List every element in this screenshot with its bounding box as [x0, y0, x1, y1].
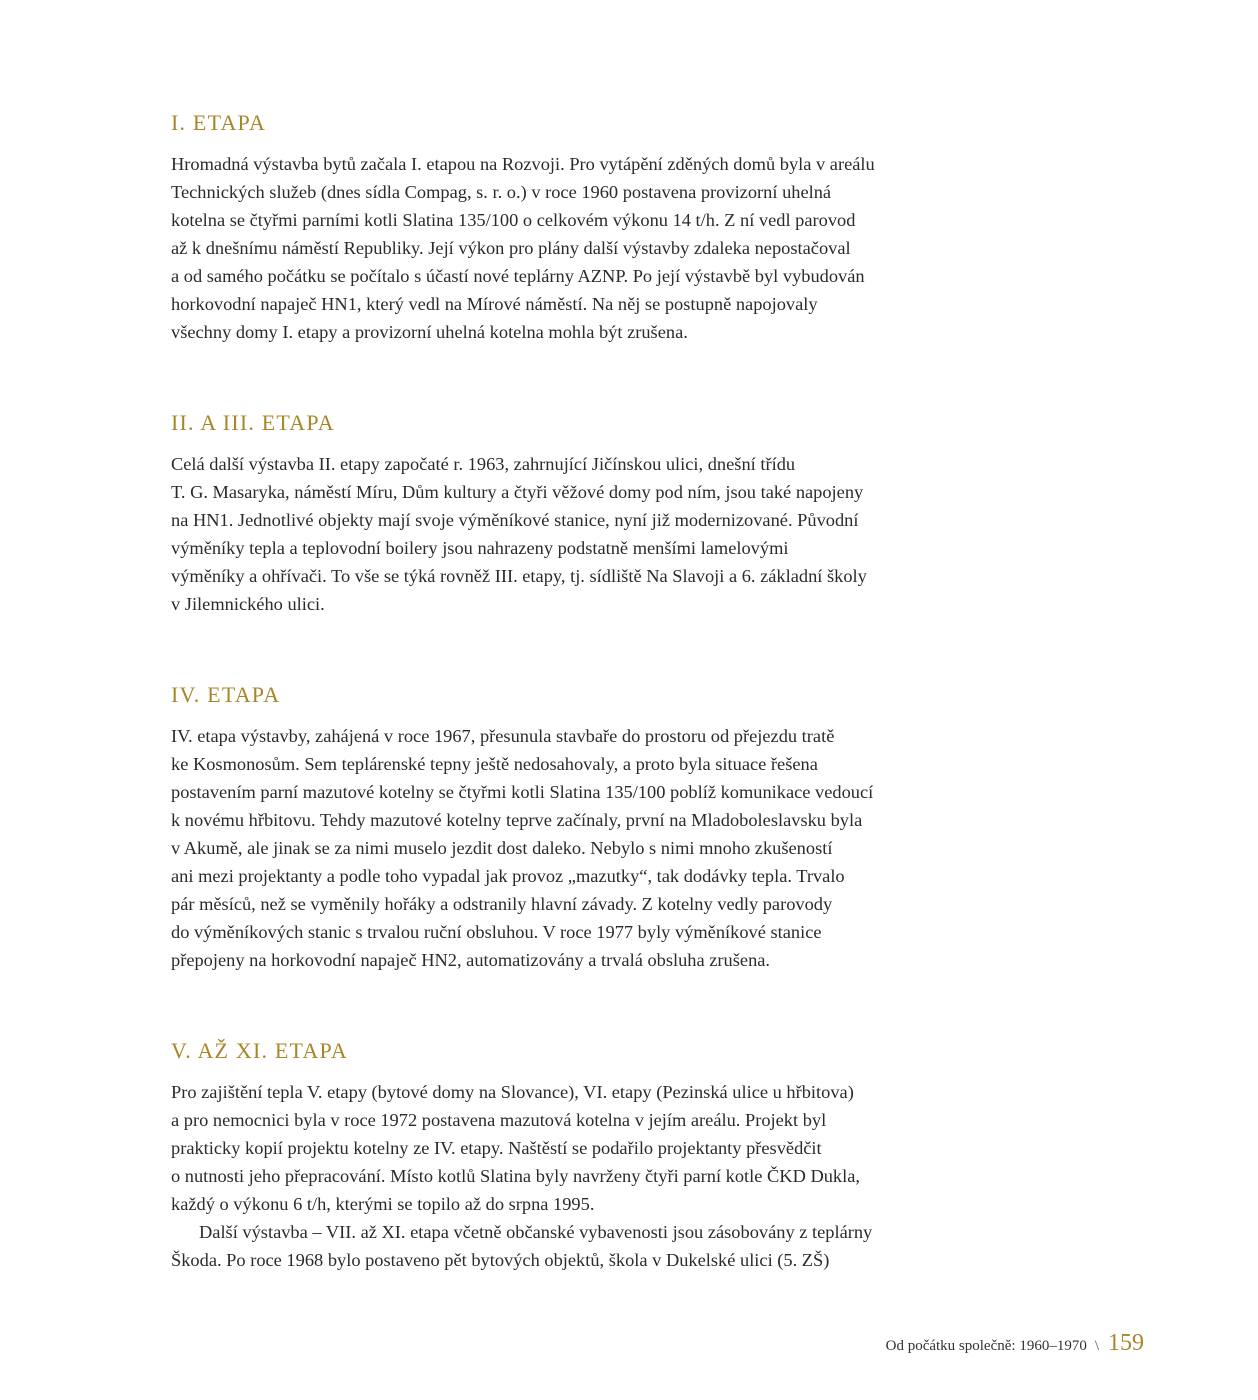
- text-line: v Akumě, ale jinak se za nimi muselo jezdit dost daleko. Nebylo s nimi mnoho zkušeností: [171, 838, 833, 858]
- text-line-indented: Další výstavba – VII. až XI. etapa včetně občanské vybavenosti jsou zásobovány z teplárny: [199, 1222, 873, 1242]
- section-etapa-4: [171, 682, 971, 974]
- text-line: všechny domy I. etapy a provizorní uhelná kotelna mohla být zrušena.: [171, 322, 688, 342]
- text-line: prakticky kopií projektu kotelny ze IV. etapy. Naštěstí se podařilo projektanty přesvědčit: [171, 1138, 822, 1158]
- footer-separator: \: [1094, 1338, 1099, 1354]
- text-line: a pro nemocnici byla v roce 1972 postavena mazutová kotelna v jejím areálu. Projekt byl: [171, 1110, 827, 1130]
- text-line: každý o výkonu 6 t/h, kterými se topilo až do srpna 1995.: [171, 1194, 595, 1214]
- section-etapa-5-11: [171, 1038, 971, 1274]
- text-line: Celá další výstavba II. etapy započaté r. 1963, zahrnující Jičínskou ulici, dnešní třídu: [171, 454, 796, 474]
- section-paragraph: [171, 722, 971, 974]
- text-line: T. G. Masaryka, náměstí Míru, Dům kultury a čtyři věžové domy pod ním, jsou také napojeny: [171, 482, 864, 502]
- text-line: Škoda. Po roce 1968 bylo postaveno pět bytových objektů, škola v Dukelské ulici (5. ZŠ): [171, 1250, 830, 1270]
- text-line: k novému hřbitovu. Tehdy mazutové kotelny teprve začínaly, první na Mladoboleslavsku byla: [171, 810, 863, 830]
- section-heading: V. AŽ XI. ETAPA: [171, 1038, 348, 1063]
- text-line: Pro zajištění tepla V. etapy (bytové domy na Slovance), VI. etapy (Pezinská ulice u hřbitova): [171, 1082, 854, 1102]
- text-line: v Jilemnického ulici.: [171, 594, 325, 614]
- text-line: Technických služeb (dnes sídla Compag, s. r. o.) v roce 1960 postavena provizorní uhelná: [171, 182, 832, 202]
- section-heading: IV. ETAPA: [171, 682, 281, 707]
- text-line: postavením parní mazutové kotelny se čtyřmi kotli Slatina 135/100 poblíž komunikace vedoucí: [171, 782, 874, 802]
- text-line: horkovodní napaječ HN1, který vedl na Mírové náměstí. Na něj se postupně napojovaly: [171, 294, 818, 314]
- text-line: Hromadná výstavba bytů začala I. etapou na Rozvoji. Pro vytápění zděných domů byla v areálu: [171, 154, 875, 174]
- text-line: ani mezi projektanty a podle toho vypadal jak provoz „mazutky“, tak dodávky tepla. Trvalo: [171, 866, 845, 886]
- text-line: kotelna se čtyřmi parními kotli Slatina 135/100 o celkovém výkonu 14 t/h. Z ní vedl parovod: [171, 210, 856, 230]
- text-line: výměníky a ohřívači. To vše se týká rovněž III. etapy, tj. sídliště Na Slavoji a 6. základní školy: [171, 566, 867, 586]
- text-line: ke Kosmonosům. Sem teplárenské tepny ještě nedosahovaly, a proto byla situace řešena: [171, 754, 818, 774]
- section-paragraph: [171, 450, 971, 618]
- section-etapa-2-3: [171, 410, 971, 618]
- page-number: 159: [1108, 1330, 1144, 1356]
- text-line: IV. etapa výstavby, zahájená v roce 1967, přesunula stavbaře do prostoru od přejezdu tratě: [171, 726, 835, 746]
- text-line: výměníky tepla a teplovodní boilery jsou nahrazeny podstatně menšími lamelovými: [171, 538, 789, 558]
- text-line: do výměníkových stanic s trvalou ruční obsluhou. V roce 1977 byly výměníkové stanice: [171, 922, 822, 942]
- text-line: přepojeny na horkovodní napaječ HN2, automatizovány a trvalá obsluha zrušena.: [171, 950, 771, 970]
- section-heading: II. A III. ETAPA: [171, 410, 335, 435]
- section-paragraph: [171, 150, 971, 346]
- page-footer: [886, 1330, 1144, 1357]
- section-etapa-1: [171, 110, 971, 346]
- text-line: až k dnešnímu náměstí Republiky. Její výkon pro plány další výstavby zdaleka nepostačoval: [171, 238, 851, 258]
- text-line: pár měsíců, než se vyměnily hořáky a odstranily hlavní závady. Z kotelny vedly parovody: [171, 894, 833, 914]
- text-line: na HN1. Jednotlivé objekty mají svoje výměníkové stanice, nyní již modernizované. Původní: [171, 510, 859, 530]
- running-title: Od počátku společně: 1960–1970: [885, 1338, 1087, 1354]
- section-heading: I. ETAPA: [171, 110, 267, 135]
- section-paragraph: [171, 1078, 971, 1274]
- text-line: o nutnosti jeho přepracování. Místo kotlů Slatina byly navrženy čtyři parní kotle ČKD Dukla,: [171, 1166, 861, 1186]
- text-line: a od samého počátku se počítalo s účastí nové teplárny AZNP. Po její výstavbě byl vybudován: [171, 266, 865, 286]
